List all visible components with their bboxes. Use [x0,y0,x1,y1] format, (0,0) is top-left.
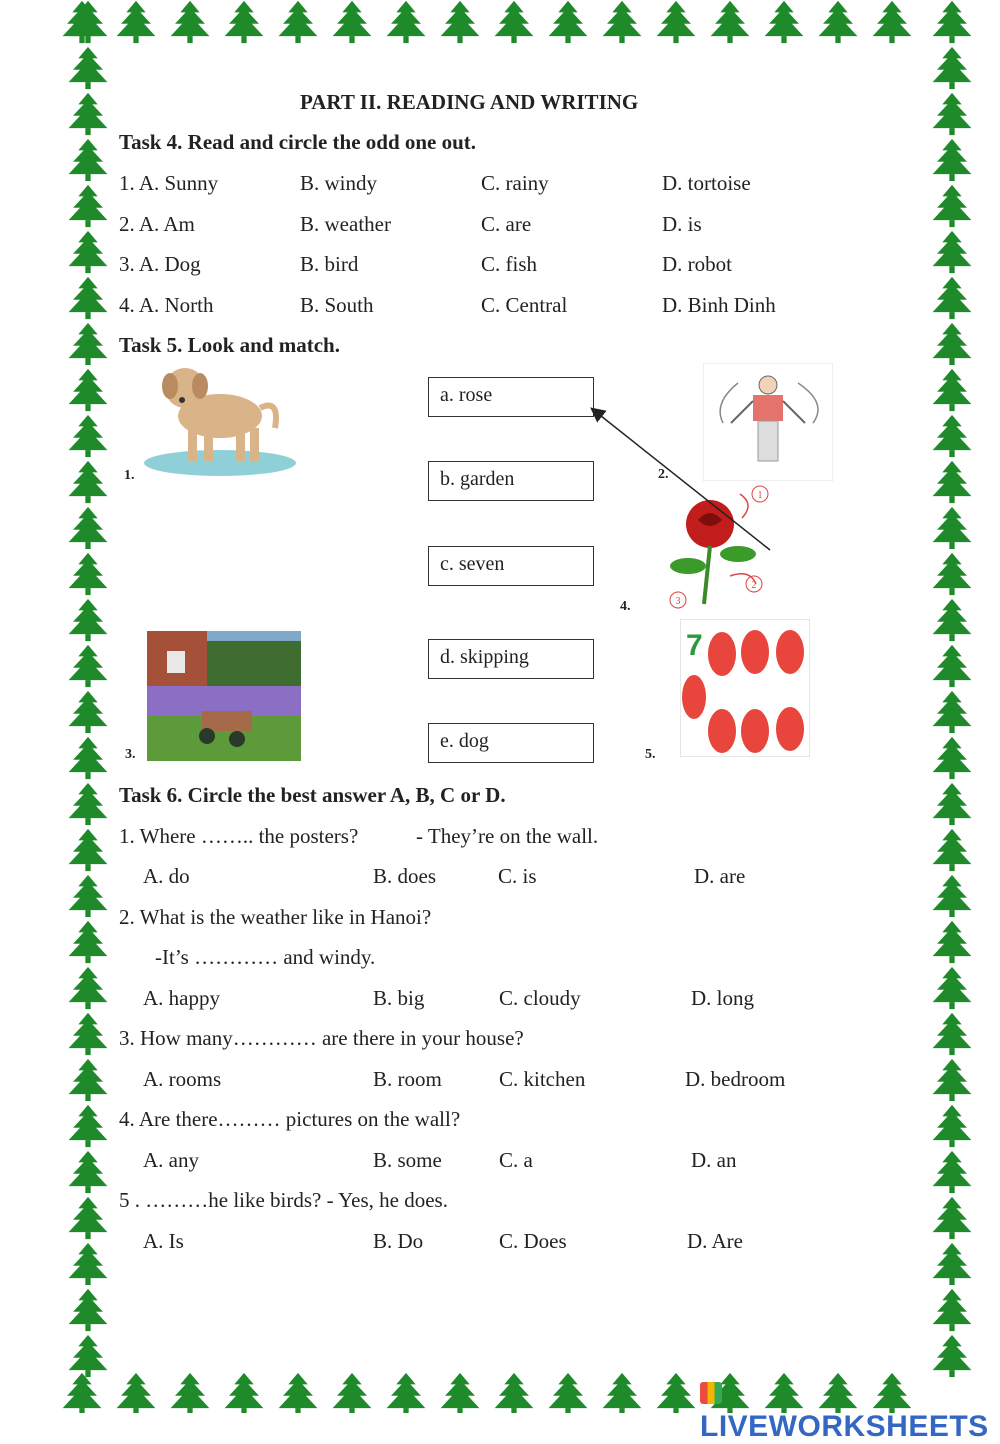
tree-icon [69,1013,108,1055]
task6-q5-option-b[interactable]: B. Do [373,1229,424,1253]
task6-q4-option-d[interactable]: D. an [691,1148,737,1172]
picture-number-4: 4. [620,599,631,614]
task4-q1-d[interactable]: D. tortoise [662,171,751,195]
task6-q1-option-b[interactable]: B. does [373,864,436,888]
rose-mark-2: 2 [751,580,757,591]
tree-icon [387,1373,426,1413]
match-word-skipping[interactable]: d. skipping [428,639,594,679]
task6-q1-question: 1. Where …….. the posters? [119,824,359,848]
picture-number-2: 2. [658,467,669,482]
picture-number-5: 5. [645,747,656,762]
tree-icon [69,967,108,1009]
task4-q4-d[interactable]: D. Binh Dinh [662,293,776,317]
tree-icon [63,1373,102,1413]
match-word-garden[interactable]: b. garden [428,461,594,501]
tree-icon [933,1151,972,1193]
task6-q3-option-c[interactable]: C. kitchen [499,1067,586,1091]
task6-q4-question: 4. Are there……… pictures on the wall? [119,1107,461,1131]
task5-title: Task 5. Look and match. [119,333,340,357]
task6-q4-option-c[interactable]: C. a [499,1148,533,1172]
task6-q2-option-b[interactable]: B. big [373,986,425,1010]
match-word-seven[interactable]: c. seven [428,546,594,586]
tree-icon [69,1105,108,1147]
task4-q1-b[interactable]: B. windy [300,171,378,195]
task4-q2-d[interactable]: D. is [662,212,702,236]
task4-q2-b[interactable]: B. weather [300,212,391,236]
task6-q5-option-c[interactable]: C. Does [499,1229,567,1253]
match-word-dog[interactable]: e. dog [428,723,594,763]
task6-q2-option-a[interactable]: A. happy [143,986,220,1010]
tree-icon [69,829,108,871]
task6-q5-option-a[interactable]: A. Is [143,1229,184,1253]
task6-q4-option-b[interactable]: B. some [373,1148,442,1172]
tree-icon [69,1335,108,1377]
tree-icon [69,1197,108,1239]
task4-title: Task 4. Read and circle the odd one out. [119,130,477,154]
picture-number-1: 1. [124,468,135,483]
tree-icon [69,1289,108,1331]
strawberry-count-label: 7 [686,629,703,662]
rose-mark-1: 1 [757,490,763,501]
task6-q3-question: 3. How many………… are there in your house? [119,1026,524,1050]
match-word-rose[interactable]: a. rose [428,377,594,417]
task6-q3-option-d[interactable]: D. bedroom [685,1067,786,1091]
liveworksheets-logo-icon [700,1382,722,1404]
tree-icon [603,1373,642,1413]
tree-icon [225,1373,264,1413]
task4-q3-c[interactable]: C. fish [481,252,538,276]
task6-q5-question: 5 . ………he like birds? - Yes, he does. [119,1188,448,1212]
tree-icon [69,1243,108,1285]
task6-q1-option-a[interactable]: A. do [143,864,190,888]
tree-icon [117,1373,156,1413]
task4-q3-a[interactable]: 3. A. Dog [119,252,201,276]
tree-icon [933,967,972,1009]
task4-q4-b[interactable]: B. South [300,293,374,317]
task6-q2-question: 2. What is the weather like in Hanoi? [119,905,432,929]
tree-icon [279,1373,318,1413]
liveworksheets-logo[interactable] [700,1376,1000,1444]
task6-title: Task 6. Circle the best answer A, B, C or D. [119,783,506,807]
liveworksheets-logo-text: LIVEWORKSHEETS [700,1410,989,1443]
task4-q1-c[interactable]: C. rainy [481,171,549,195]
task6-q3-option-b[interactable]: B. room [373,1067,442,1091]
task6-q1-option-d[interactable]: D. are [694,864,746,888]
tree-icon [69,921,108,963]
task4-q3-d[interactable]: D. robot [662,252,732,276]
task6-q4-option-a[interactable]: A. any [143,1148,199,1172]
tree-icon [495,1373,534,1413]
tree-icon [549,1373,588,1413]
task6-q2-option-d[interactable]: D. long [691,986,754,1010]
tree-icon [933,829,972,871]
page-title: PART II. READING AND WRITING [300,90,639,114]
task6-q2-option-c[interactable]: C. cloudy [499,986,581,1010]
tree-icon [69,1059,108,1101]
task4-q4-c[interactable]: C. Central [481,293,568,317]
tree-icon [933,1059,972,1101]
task6-q1-reply: - They’re on the wall. [416,824,599,848]
tree-icon [933,1335,972,1377]
tree-icon [69,1151,108,1193]
tree-icon [933,875,972,917]
tree-icon [333,1373,372,1413]
picture-number-3: 3. [125,747,136,762]
tree-icon [933,1197,972,1239]
task6-q1-option-c[interactable]: C. is [498,864,537,888]
tree-icon [933,1105,972,1147]
rose-mark-3: 3 [675,596,681,607]
task6-q5-option-d[interactable]: D. Are [687,1229,743,1253]
task4-q2-a[interactable]: 2. A. Am [119,212,195,236]
tree-icon [441,1373,480,1413]
tree-icon [657,1373,696,1413]
task4-q1-a[interactable]: 1. A. Sunny [119,171,219,195]
task6-q2-reply: -It’s ………… and windy. [155,945,376,969]
task6-q3-option-a[interactable]: A. rooms [143,1067,222,1091]
tree-icon [933,1289,972,1331]
tree-icon [69,875,108,917]
task4-q3-b[interactable]: B. bird [300,252,359,276]
tree-icon [933,921,972,963]
tree-icon [933,1013,972,1055]
tree-icon [933,1243,972,1285]
tree-icon [171,1373,210,1413]
task4-q4-a[interactable]: 4. A. North [119,293,214,317]
task4-q2-c[interactable]: C. are [481,212,532,236]
